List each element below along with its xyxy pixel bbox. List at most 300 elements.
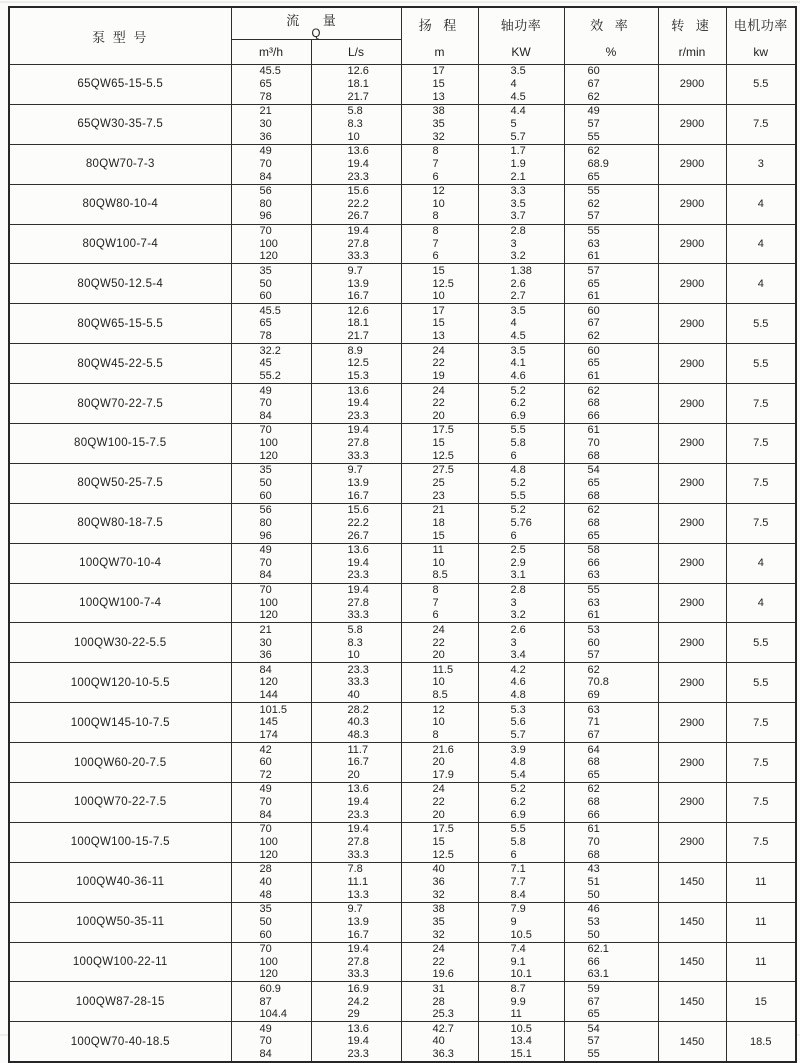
value-line: 19.4 bbox=[347, 556, 369, 569]
flow-m3h-cell bbox=[231, 663, 311, 703]
motor-power-cell: 4 bbox=[726, 264, 796, 304]
value-line: 62 bbox=[587, 90, 600, 103]
value-line: 23.3 bbox=[347, 808, 369, 821]
value-line: 120 bbox=[259, 250, 278, 263]
value-line: 16.9 bbox=[347, 982, 369, 995]
header-shaft-power-label: 轴功率 bbox=[500, 17, 542, 33]
efficiency-cell bbox=[564, 1022, 658, 1062]
motor-power-cell: 18.5 bbox=[726, 1022, 796, 1062]
value-line: 68 bbox=[587, 756, 600, 769]
value-line: 19.4 bbox=[347, 397, 369, 410]
value-line: 57 bbox=[587, 210, 600, 223]
value-line: 51 bbox=[587, 875, 600, 888]
header-head bbox=[401, 7, 478, 65]
shaft-power-cell bbox=[478, 463, 564, 503]
shaft-power-cell bbox=[478, 703, 564, 743]
value-line: 56 bbox=[259, 185, 272, 198]
value-line: 17 bbox=[432, 304, 445, 317]
value-line: 61 bbox=[587, 823, 600, 836]
flow-m3h-cell bbox=[231, 463, 311, 503]
value-line: 60 bbox=[587, 636, 600, 649]
value-line: 3.5 bbox=[510, 197, 526, 210]
value-line: 5.8 bbox=[510, 437, 526, 450]
value-line: 11.1 bbox=[347, 875, 369, 888]
value-line: 84 bbox=[259, 1048, 272, 1061]
value-line: 101.5 bbox=[259, 703, 288, 716]
value-line: 5.5 bbox=[510, 489, 526, 502]
value-line: 28.2 bbox=[347, 703, 369, 716]
value-line: 27.8 bbox=[347, 955, 369, 968]
flow-m3h-cell bbox=[231, 503, 311, 543]
pump-model-cell: 80QW45-22-5.5 bbox=[9, 344, 231, 384]
efficiency-cell bbox=[564, 344, 658, 384]
speed-cell: 2900 bbox=[658, 104, 726, 144]
value-line: 24 bbox=[432, 942, 445, 955]
value-line: 15.6 bbox=[347, 185, 369, 198]
value-line: 25 bbox=[432, 477, 445, 489]
flow-m3h-cell bbox=[231, 942, 311, 982]
value-line: 8 bbox=[432, 210, 439, 223]
value-line: 15 bbox=[432, 317, 445, 330]
value-line: 22 bbox=[432, 397, 445, 410]
motor-power-cell: 4 bbox=[726, 543, 796, 583]
head-cell bbox=[401, 902, 478, 942]
value-line: 69 bbox=[587, 689, 600, 702]
value-line: 12.6 bbox=[347, 65, 369, 78]
shaft-power-cell bbox=[478, 384, 564, 424]
speed-cell: 2900 bbox=[658, 304, 726, 344]
value-line: 8 bbox=[432, 145, 439, 158]
value-line: 13.6 bbox=[347, 145, 369, 158]
flow-ls-cell bbox=[311, 822, 401, 862]
efficiency-cell bbox=[564, 543, 658, 583]
value-line: 5.8 bbox=[347, 105, 363, 118]
value-line: 4.2 bbox=[510, 663, 526, 676]
head-cell bbox=[401, 224, 478, 264]
value-line: 4.6 bbox=[510, 370, 526, 383]
head-cell bbox=[401, 822, 478, 862]
header-speed-unit: r/min bbox=[678, 44, 706, 59]
value-line: 100 bbox=[259, 437, 278, 450]
value-line: 65 bbox=[587, 357, 600, 370]
value-line: 3.1 bbox=[510, 569, 526, 582]
value-line: 18.1 bbox=[347, 78, 369, 91]
value-line: 13.6 bbox=[347, 384, 369, 397]
value-line: 33.3 bbox=[347, 676, 369, 689]
value-line: 3.5 bbox=[510, 65, 526, 78]
head-cell bbox=[401, 184, 478, 224]
value-line: 5.2 bbox=[510, 783, 526, 796]
value-line: 33.3 bbox=[347, 449, 369, 462]
value-line: 70 bbox=[259, 157, 272, 170]
speed-cell: 2900 bbox=[658, 384, 726, 424]
value-line: 53 bbox=[587, 915, 600, 928]
value-line: 36 bbox=[432, 875, 445, 888]
value-line: 22 bbox=[432, 955, 445, 968]
value-line: 13 bbox=[432, 90, 445, 103]
value-line: 120 bbox=[259, 848, 278, 861]
value-line: 50 bbox=[587, 928, 600, 941]
speed-cell: 2900 bbox=[658, 144, 726, 184]
value-line: 24.2 bbox=[347, 995, 369, 1008]
value-line: 6 bbox=[510, 529, 517, 542]
value-line: 17.5 bbox=[432, 823, 454, 836]
value-line: 22 bbox=[432, 796, 445, 809]
value-line: 84 bbox=[259, 663, 272, 676]
value-line: 33.3 bbox=[347, 250, 369, 263]
value-line: 5.5 bbox=[510, 823, 526, 836]
flow-ls-cell bbox=[311, 144, 401, 184]
value-line: 55 bbox=[587, 583, 600, 596]
value-line: 49 bbox=[259, 384, 272, 397]
value-line: 12 bbox=[432, 185, 445, 198]
shaft-power-cell bbox=[478, 743, 564, 783]
value-line: 18 bbox=[432, 516, 445, 529]
head-cell bbox=[401, 543, 478, 583]
head-cell bbox=[401, 384, 478, 424]
shaft-power-cell bbox=[478, 623, 564, 663]
value-line: 22.2 bbox=[347, 516, 369, 529]
value-line: 2.8 bbox=[510, 583, 526, 596]
value-line: 22.2 bbox=[347, 197, 369, 210]
value-line: 11 bbox=[510, 1008, 522, 1021]
motor-power-cell: 4 bbox=[726, 583, 796, 623]
flow-ls-cell bbox=[311, 783, 401, 823]
value-line: 5.4 bbox=[510, 768, 526, 781]
value-line: 67 bbox=[587, 729, 600, 742]
value-line: 21 bbox=[259, 623, 272, 636]
value-line: 40 bbox=[259, 875, 272, 888]
flow-m3h-cell bbox=[231, 384, 311, 424]
value-line: 40 bbox=[347, 689, 360, 702]
efficiency-cell bbox=[564, 703, 658, 743]
header-shaft-power bbox=[478, 7, 564, 65]
value-line: 6.2 bbox=[510, 397, 526, 410]
flow-ls-cell bbox=[311, 463, 401, 503]
value-line: 5.7 bbox=[510, 729, 526, 742]
motor-power-cell: 7.5 bbox=[726, 703, 796, 743]
value-line: 17.9 bbox=[432, 768, 454, 781]
value-line: 9 bbox=[510, 915, 517, 928]
value-line: 4.1 bbox=[510, 357, 526, 370]
speed-cell: 2900 bbox=[658, 463, 726, 503]
value-line: 19.6 bbox=[432, 968, 454, 981]
value-line: 30 bbox=[259, 117, 272, 130]
value-line: 15 bbox=[432, 264, 445, 277]
value-line: 23.3 bbox=[347, 409, 369, 422]
value-line: 7 bbox=[432, 596, 439, 609]
value-line: 63 bbox=[587, 237, 600, 250]
value-line: 40 bbox=[432, 863, 445, 876]
flow-m3h-cell bbox=[231, 862, 311, 902]
value-line: 70 bbox=[259, 583, 272, 596]
table-row bbox=[9, 822, 796, 862]
pump-model-cell: 100QW50-35-11 bbox=[9, 902, 231, 942]
value-line: 70 bbox=[259, 556, 272, 569]
value-line: 4.5 bbox=[510, 90, 526, 103]
pump-model-cell: 100QW40-36-11 bbox=[9, 862, 231, 902]
pump-model-cell: 65QW65-15-5.5 bbox=[9, 65, 231, 105]
pump-model-cell: 100QW100-22-11 bbox=[9, 942, 231, 982]
pump-model-cell: 80QW50-12.5-4 bbox=[9, 264, 231, 304]
pump-model-cell: 80QW50-25-7.5 bbox=[9, 463, 231, 503]
motor-power-cell: 7.5 bbox=[726, 822, 796, 862]
head-cell bbox=[401, 424, 478, 464]
value-line: 21 bbox=[259, 105, 272, 118]
value-line: 70 bbox=[259, 424, 272, 437]
flow-m3h-cell bbox=[231, 104, 311, 144]
efficiency-cell bbox=[564, 743, 658, 783]
value-line: 68 bbox=[587, 489, 600, 502]
value-line: 5 bbox=[510, 117, 517, 130]
value-line: 1.7 bbox=[510, 145, 526, 158]
motor-power-cell: 3 bbox=[726, 144, 796, 184]
speed-cell: 2900 bbox=[658, 65, 726, 105]
value-line: 10 bbox=[432, 556, 445, 569]
value-line: 6 bbox=[432, 609, 439, 622]
head-cell bbox=[401, 743, 478, 783]
head-cell bbox=[401, 144, 478, 184]
value-line: 32 bbox=[432, 130, 445, 143]
table-row bbox=[9, 304, 796, 344]
flow-m3h-cell bbox=[231, 623, 311, 663]
value-line: 22 bbox=[432, 636, 445, 649]
table-row bbox=[9, 703, 796, 743]
value-line: 96 bbox=[259, 210, 272, 223]
shaft-power-cell bbox=[478, 104, 564, 144]
value-line: 13.6 bbox=[347, 783, 369, 796]
flow-ls-cell bbox=[311, 344, 401, 384]
flow-ls-cell bbox=[311, 424, 401, 464]
flow-ls-cell bbox=[311, 224, 401, 264]
header-motor-power-label: 电机功率 bbox=[733, 17, 788, 33]
value-line: 60.9 bbox=[259, 982, 281, 995]
speed-cell: 1450 bbox=[658, 982, 726, 1022]
table-row bbox=[9, 663, 796, 703]
value-line: 58 bbox=[587, 544, 600, 557]
value-line: 60 bbox=[259, 489, 272, 502]
value-line: 3.4 bbox=[510, 649, 526, 662]
speed-cell: 1450 bbox=[658, 1022, 726, 1062]
value-line: 64 bbox=[587, 743, 600, 756]
table-row bbox=[9, 184, 796, 224]
shaft-power-cell bbox=[478, 503, 564, 543]
efficiency-cell bbox=[564, 304, 658, 344]
value-line: 13.9 bbox=[347, 915, 369, 928]
value-line: 45 bbox=[259, 357, 272, 370]
table-row bbox=[9, 1022, 796, 1062]
value-line: 65 bbox=[587, 529, 600, 542]
value-line: 62 bbox=[587, 504, 600, 517]
head-cell bbox=[401, 623, 478, 663]
value-line: 35 bbox=[259, 264, 272, 277]
value-line: 26.7 bbox=[347, 210, 369, 223]
value-line: 8.9 bbox=[347, 344, 363, 357]
value-line: 5.3 bbox=[510, 703, 526, 716]
value-line: 22 bbox=[432, 357, 445, 370]
value-line: 7.1 bbox=[510, 863, 526, 876]
motor-power-cell: 7.5 bbox=[726, 384, 796, 424]
value-line: 100 bbox=[259, 836, 278, 849]
table-row bbox=[9, 583, 796, 623]
speed-cell: 2900 bbox=[658, 344, 726, 384]
header-flow bbox=[231, 7, 401, 40]
shaft-power-cell bbox=[478, 583, 564, 623]
value-line: 7.7 bbox=[510, 875, 526, 888]
value-line: 12.5 bbox=[432, 449, 454, 462]
flow-m3h-cell bbox=[231, 65, 311, 105]
flow-m3h-cell bbox=[231, 982, 311, 1022]
value-line: 62 bbox=[587, 384, 600, 397]
efficiency-cell bbox=[564, 663, 658, 703]
table-row bbox=[9, 942, 796, 982]
value-line: 3.2 bbox=[510, 250, 526, 263]
table-row bbox=[9, 144, 796, 184]
value-line: 3 bbox=[510, 237, 517, 250]
flow-ls-cell bbox=[311, 264, 401, 304]
efficiency-cell bbox=[564, 862, 658, 902]
value-line: 56 bbox=[259, 504, 272, 517]
pump-model-cell: 80QW100-15-7.5 bbox=[9, 424, 231, 464]
shaft-power-cell bbox=[478, 783, 564, 823]
value-line: 45.5 bbox=[259, 65, 281, 78]
pump-model-cell: 100QW70-40-18.5 bbox=[9, 1022, 231, 1062]
value-line: 65 bbox=[259, 78, 272, 91]
value-line: 68 bbox=[587, 796, 600, 809]
value-line: 23 bbox=[432, 489, 445, 502]
value-line: 100 bbox=[259, 596, 278, 609]
value-line: 70 bbox=[259, 224, 272, 237]
flow-ls-cell bbox=[311, 304, 401, 344]
head-cell bbox=[401, 942, 478, 982]
value-line: 55.2 bbox=[259, 370, 281, 383]
head-cell bbox=[401, 1022, 478, 1062]
value-line: 104.4 bbox=[259, 1008, 288, 1021]
value-line: 3.9 bbox=[510, 743, 526, 756]
head-cell bbox=[401, 663, 478, 703]
value-line: 35 bbox=[259, 903, 272, 916]
efficiency-cell bbox=[564, 104, 658, 144]
value-line: 65 bbox=[587, 1008, 600, 1021]
pump-model-cell: 80QW80-18-7.5 bbox=[9, 503, 231, 543]
value-line: 4.8 bbox=[510, 464, 526, 477]
value-line: 10 bbox=[347, 649, 360, 662]
value-line: 87 bbox=[259, 995, 272, 1008]
speed-cell: 2900 bbox=[658, 822, 726, 862]
value-line: 3 bbox=[510, 636, 517, 649]
value-line: 62 bbox=[587, 783, 600, 796]
value-line: 29 bbox=[347, 1008, 360, 1021]
speed-cell: 2900 bbox=[658, 783, 726, 823]
flow-m3h-cell bbox=[231, 304, 311, 344]
value-line: 21.6 bbox=[432, 743, 454, 756]
motor-power-cell: 11 bbox=[726, 862, 796, 902]
value-line: 12.5 bbox=[432, 277, 454, 290]
efficiency-cell bbox=[564, 623, 658, 663]
efficiency-cell bbox=[564, 503, 658, 543]
value-line: 9.9 bbox=[510, 995, 526, 1008]
value-line: 4.5 bbox=[510, 330, 526, 343]
value-line: 65 bbox=[587, 768, 600, 781]
value-line: 19.4 bbox=[347, 942, 369, 955]
value-line: 27.5 bbox=[432, 464, 454, 477]
shaft-power-cell bbox=[478, 344, 564, 384]
value-line: 84 bbox=[259, 409, 272, 422]
value-line: 62 bbox=[587, 663, 600, 676]
header-pump-model bbox=[9, 7, 231, 65]
value-line: 24 bbox=[432, 344, 445, 357]
value-line: 20 bbox=[432, 808, 445, 821]
value-line: 19 bbox=[432, 370, 445, 383]
pump-model-cell: 80QW70-22-7.5 bbox=[9, 384, 231, 424]
flow-ls-cell bbox=[311, 862, 401, 902]
efficiency-cell bbox=[564, 822, 658, 862]
value-line: 20 bbox=[347, 768, 360, 781]
value-line: 11 bbox=[432, 544, 444, 557]
speed-cell: 2900 bbox=[658, 224, 726, 264]
value-line: 50 bbox=[259, 477, 272, 489]
pump-model-cell: 100QW70-22-7.5 bbox=[9, 783, 231, 823]
pump-model-cell: 100QW120-10-5.5 bbox=[9, 663, 231, 703]
value-line: 55 bbox=[587, 130, 600, 143]
motor-power-cell: 4 bbox=[726, 224, 796, 264]
value-line: 9.7 bbox=[347, 903, 363, 916]
flow-ls-cell bbox=[311, 623, 401, 663]
value-line: 60 bbox=[259, 290, 272, 303]
flow-m3h-cell bbox=[231, 184, 311, 224]
header-flow-label: 流 量 bbox=[286, 13, 346, 28]
value-line: 65 bbox=[587, 277, 600, 290]
value-line: 70 bbox=[259, 397, 272, 410]
value-line: 27.8 bbox=[347, 596, 369, 609]
value-line: 50 bbox=[587, 888, 600, 901]
value-line: 5.5 bbox=[510, 424, 526, 437]
value-line: 1.9 bbox=[510, 157, 526, 170]
table-row bbox=[9, 982, 796, 1022]
value-line: 19.4 bbox=[347, 157, 369, 170]
efficiency-cell bbox=[564, 583, 658, 623]
value-line: 57 bbox=[587, 1035, 600, 1048]
flow-ls-cell bbox=[311, 663, 401, 703]
header-efficiency-label: 效 率 bbox=[590, 17, 632, 33]
value-line: 70 bbox=[587, 437, 600, 450]
value-line: 70.8 bbox=[587, 676, 609, 689]
flow-m3h-cell bbox=[231, 902, 311, 942]
value-line: 25.3 bbox=[432, 1008, 454, 1021]
efficiency-cell bbox=[564, 783, 658, 823]
flow-m3h-cell bbox=[231, 424, 311, 464]
value-line: 70 bbox=[587, 836, 600, 849]
value-line: 59 bbox=[587, 982, 600, 995]
value-line: 32 bbox=[432, 928, 445, 941]
value-line: 60 bbox=[587, 65, 600, 78]
value-line: 15.3 bbox=[347, 370, 369, 383]
speed-cell: 2900 bbox=[658, 424, 726, 464]
value-line: 24 bbox=[432, 783, 445, 796]
value-line: 68 bbox=[587, 848, 600, 861]
value-line: 8.7 bbox=[510, 982, 526, 995]
value-line: 67 bbox=[587, 317, 600, 330]
value-line: 13.4 bbox=[510, 1035, 532, 1048]
value-line: 63 bbox=[587, 569, 600, 582]
head-cell bbox=[401, 304, 478, 344]
value-line: 70 bbox=[259, 1035, 272, 1048]
value-line: 28 bbox=[259, 863, 272, 876]
value-line: 80 bbox=[259, 197, 272, 210]
shaft-power-cell bbox=[478, 862, 564, 902]
head-cell bbox=[401, 783, 478, 823]
value-line: 17 bbox=[432, 65, 445, 78]
